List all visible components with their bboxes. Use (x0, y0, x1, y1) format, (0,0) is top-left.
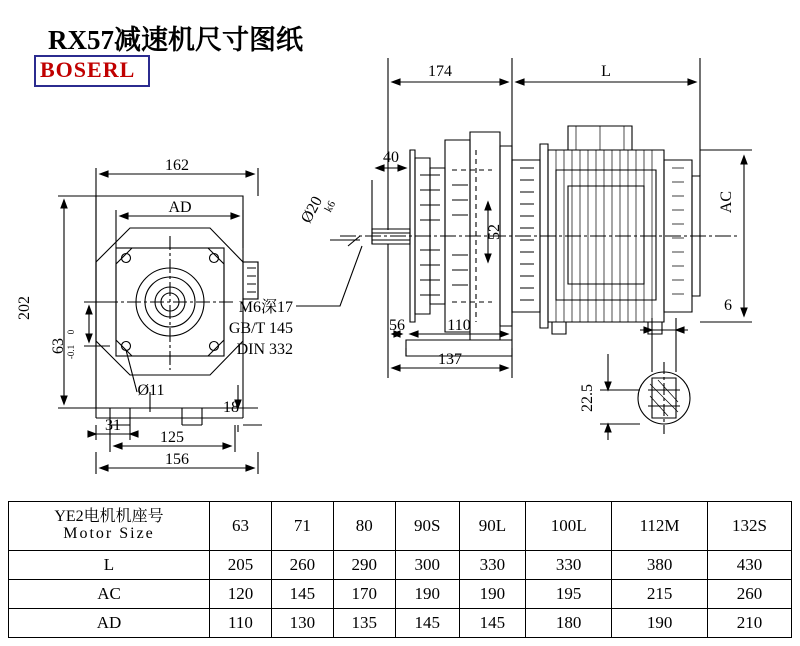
dim-162: 162 (165, 157, 189, 174)
cell-AD-2: 130 (271, 609, 333, 638)
cell-L-8: 430 (707, 551, 791, 580)
row-label-L: L (9, 551, 210, 580)
dim-56: 56 (389, 317, 405, 334)
cell-AD-4: 145 (395, 609, 459, 638)
dim-63-upper: 0 (66, 329, 76, 335)
cell-AC-2: 145 (271, 580, 333, 609)
dim-174: 174 (428, 63, 452, 80)
cell-AD-7: 190 (612, 609, 708, 638)
dim-52: 52 (486, 224, 503, 240)
dim-63: 63 (50, 338, 67, 354)
cell-L-5: 330 (459, 551, 525, 580)
cell-AD-3: 135 (333, 609, 395, 638)
cell-L-3: 290 (333, 551, 395, 580)
note-line-3: DIN 332 (236, 341, 293, 358)
dim-d20-k6: k6 (322, 198, 339, 215)
dim-110: 110 (447, 317, 471, 334)
row-label-AC: AC (9, 580, 210, 609)
header-cell-1: 63 (210, 502, 272, 551)
header-cell-2: 71 (271, 502, 333, 551)
note-line-2: GB/T 145 (228, 320, 293, 337)
cell-L-6: 330 (526, 551, 612, 580)
table-header-row (9, 502, 792, 551)
cell-AD-6: 180 (526, 609, 612, 638)
header-cell-3: 80 (333, 502, 395, 551)
dim-AC: AC (718, 190, 735, 214)
cell-AC-5: 190 (459, 580, 525, 609)
note-line-1: M6深17 (238, 299, 293, 316)
table-row (9, 580, 792, 609)
cell-AD-8: 210 (707, 609, 791, 638)
cell-AC-4: 190 (395, 580, 459, 609)
table-row (9, 609, 792, 638)
cell-L-7: 380 (612, 551, 708, 580)
row-label-AD: AD (9, 609, 210, 638)
header-cell-6: 100L (526, 502, 612, 551)
cell-AD-5: 145 (459, 609, 525, 638)
logo-text: BOSERL (40, 57, 136, 82)
dim-6: 6 (724, 297, 732, 314)
header-cell-5: 90L (459, 502, 525, 551)
table-header-label: YE2电机机座号 Motor Size (9, 502, 210, 551)
cell-AC-6: 195 (526, 580, 612, 609)
table-row (9, 551, 792, 580)
cell-AD-1: 110 (210, 609, 272, 638)
cell-AC-8: 260 (707, 580, 791, 609)
dim-d20: Ø20 (298, 193, 327, 227)
page-title: RX57减速机尺寸图纸 (48, 25, 303, 55)
cell-L-1: 205 (210, 551, 272, 580)
cell-AC-3: 170 (333, 580, 395, 609)
motor-size-table (8, 501, 792, 638)
dim-156: 156 (165, 451, 189, 468)
cell-AC-1: 120 (210, 580, 272, 609)
dim-L: L (601, 63, 611, 80)
dim-40: 40 (383, 149, 399, 166)
header-cell-8: 132S (707, 502, 791, 551)
header-cell-7: 112M (612, 502, 708, 551)
dim-31: 31 (105, 417, 121, 434)
dim-18: 18 (223, 399, 239, 416)
dim-AD: AD (168, 199, 192, 216)
dim-63-lower: -0.1 (66, 344, 76, 360)
dim-125: 125 (160, 429, 184, 446)
cell-L-2: 260 (271, 551, 333, 580)
cell-L-4: 300 (395, 551, 459, 580)
dim-137: 137 (438, 351, 462, 368)
cell-AC-7: 215 (612, 580, 708, 609)
dim-22-5: 22.5 (579, 384, 596, 412)
header-cell-4: 90S (395, 502, 459, 551)
dim-202: 202 (16, 296, 33, 320)
dim-d11: Ø11 (137, 382, 165, 399)
